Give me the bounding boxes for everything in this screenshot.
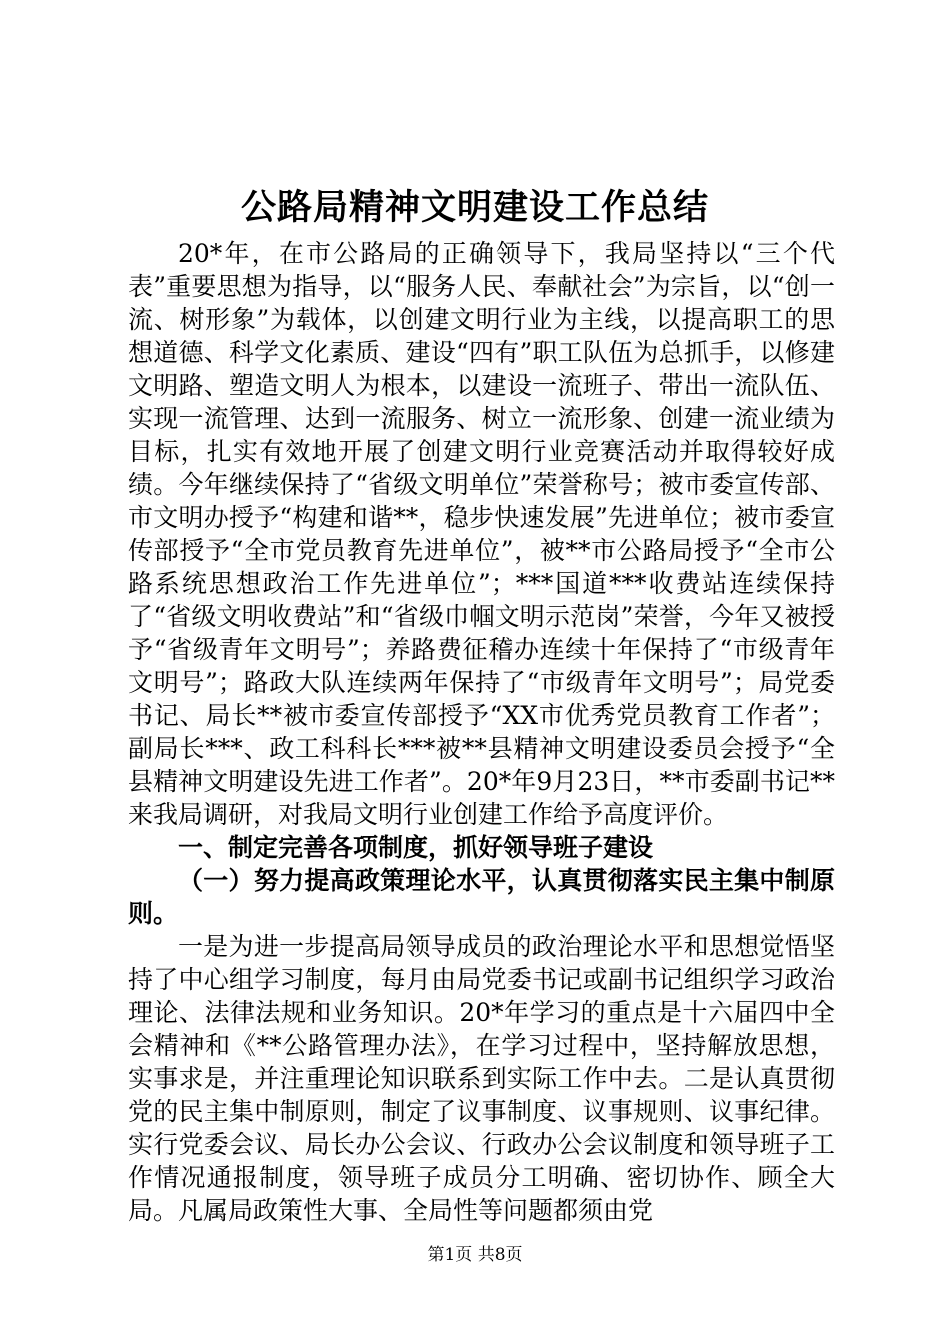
intro-paragraph: 20*年，在市公路局的正确领导下，我局坚持以“三个代表”重要思想为指导，以“服务人民、奉献社会”为宗旨，以“创一流、树形象”为载体，以创建文明行业为主线，以提高职工的思想道德、科学文化素质、建设“四有”职工队伍为总抓手，以修建文明路、塑造文明人为根本，以建设一流班子、带出一流队伍、实现一流管理、达到一流服务、树立一流形象、创建一流业绩为目标，扎实有效地开展了创建文明行业竞赛活动并取得较好成绩。今年继续保持了“省级文明单位”荣誉称号；被市委宣传部、市文明办授予“构建和谐**，稳步快速发展”先进单位；被市委宣传部授予“全市党员教育先进单位”，被**市公路局授予“全市公路系统思想政治工作先进单位”；***国道***收费站连续保持了“省级文明收费站”和“省级巾帼文明示范岗”荣誉，今年又被授予“省级青年文明号”；养路费征稽办连续十年保持了“市级青年文明号”；路政大队连续两年保持了“市级青年文明号”；局党委书记、局长**被市委宣传部授予“XX市优秀党员教育工作者”；副局长***、政工科科长***被**县精神文明建设委员会授予“全县精神文明建设先进工作者”。20*年9月23日，**市委副书记**来我局调研，对我局文明行业创建工作给予高度评价。 [128, 239, 835, 829]
body-paragraph: 一是为进一步提高局领导成员的政治理论水平和思想觉悟坚持了中心组学习制度，每月由局党委书记或副书记组织学习政治理论、法律法规和业务知识。20*年学习的重点是十六届四中全会精神和《**公路管理办法》，在学习过程中，坚持解放思想，实事求是，并注重理论知识联系到实际工作中去。二是认真贯彻党的民主集中制原则，制定了议事制度、议事规则、议事纪律。实行党委会议、局长办公会议、行政办公会议制度和领导班子工作情况通报制度，领导班子成员分工明确、密切协作、顾全大局。凡属局政策性大事、全局性等问题都须由党 [128, 932, 835, 1225]
section-heading: 一、制定完善各项制度，抓好领导班子建设 [178, 833, 654, 862]
document-title: 公路局精神文明建设工作总结 [240, 187, 709, 228]
document-body [128, 237, 835, 1227]
page-footer: 第1页 共8页 [427, 1245, 523, 1265]
subsection-heading: （一）努力提高政策理论水平，认真贯彻落实民主集中制原则。 [128, 866, 835, 928]
